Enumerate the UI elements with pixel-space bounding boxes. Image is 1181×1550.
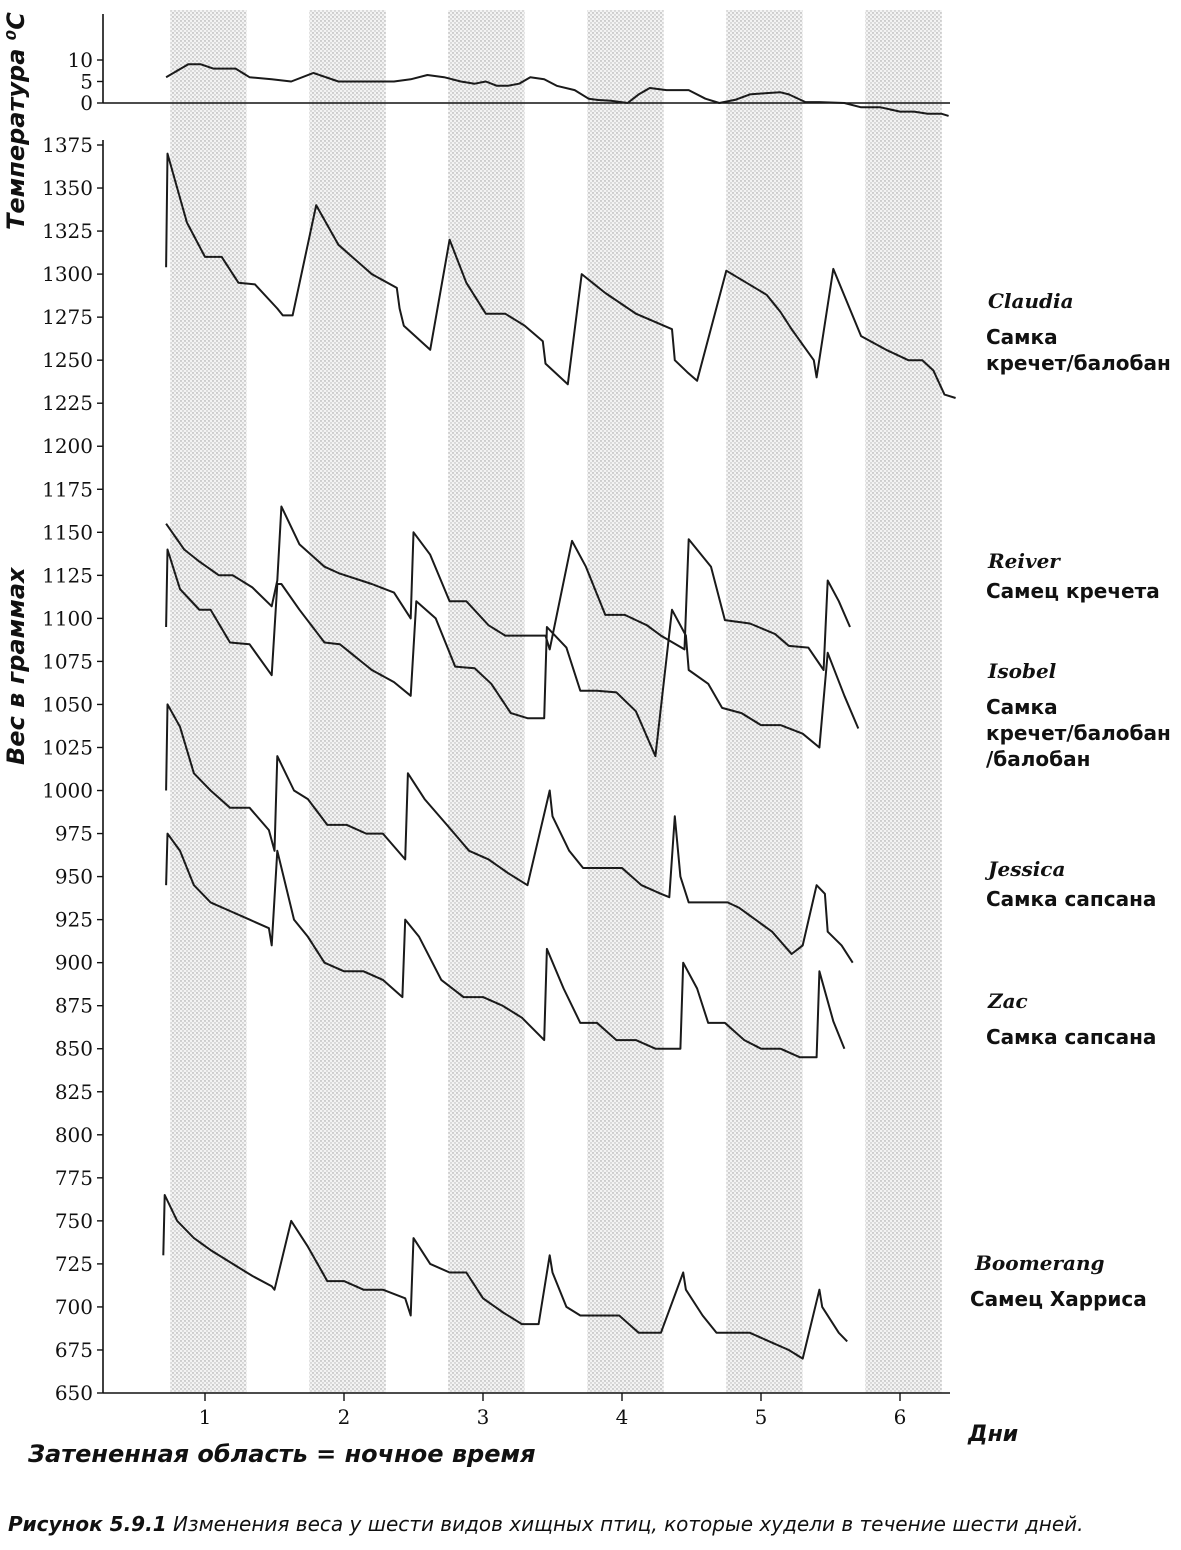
temperature-line xyxy=(166,64,949,116)
weight-tick-label: 1025 xyxy=(42,735,93,760)
bird-name-reiver: Reiver xyxy=(988,549,1060,573)
series-lines xyxy=(163,64,955,1358)
weight-tick-label: 1375 xyxy=(42,133,93,157)
bird-name-claudia: Claudia xyxy=(988,289,1074,313)
weight-tick-label: 1200 xyxy=(42,434,93,459)
day-tick-label: 3 xyxy=(476,1405,490,1429)
weight-tick-label: 1325 xyxy=(42,219,93,244)
day-tick-label: 5 xyxy=(754,1405,768,1429)
weight-tick-label: 875 xyxy=(54,993,93,1018)
weight-tick-label: 900 xyxy=(54,950,93,975)
day-tick-label: 4 xyxy=(615,1405,629,1429)
weight-tick-label: 1075 xyxy=(42,649,93,674)
day-tick-label: 2 xyxy=(337,1405,351,1429)
weight-tick-label: 1050 xyxy=(42,692,93,717)
caption-text: Изменения веса у шести видов хищных птиц, которые худели в течение шести дней. xyxy=(172,1512,1084,1536)
bird-desc-claudia: Самка xyxy=(986,325,1058,349)
figure-caption xyxy=(8,1512,1178,1536)
caption-number: Рисунок 5.9.1 xyxy=(8,1512,167,1536)
weight-tick-label: 950 xyxy=(54,864,93,889)
night-band-3 xyxy=(448,10,524,1393)
bird-desc-claudia: кречет/балобан xyxy=(986,351,1171,375)
bird-labels xyxy=(970,289,1171,1311)
weight-tick-label: 1125 xyxy=(42,563,93,588)
bird-name-boomerang: Boomerang xyxy=(975,1251,1105,1275)
weight-tick-label: 1000 xyxy=(42,778,93,803)
weight-tick-label: 650 xyxy=(54,1381,93,1405)
bird-desc-isobel: кречет/балобан xyxy=(986,721,1171,745)
night-band-6 xyxy=(865,10,941,1393)
night-band-5 xyxy=(726,10,802,1393)
weight-tick-label: 675 xyxy=(54,1337,93,1362)
weight-tick-label: 1175 xyxy=(42,477,93,502)
bird-name-zac: Zac xyxy=(988,989,1028,1013)
bird-desc-isobel: Самка xyxy=(986,695,1058,719)
bird-desc-boomerang: Самец Харриса xyxy=(970,1287,1147,1311)
weight-tick-label: 975 xyxy=(54,821,93,846)
day-tick-label: 6 xyxy=(893,1405,907,1429)
weight-tick-label: 725 xyxy=(54,1251,93,1276)
weight-tick-label: 700 xyxy=(54,1294,93,1319)
bird-desc-reiver: Самец кречета xyxy=(986,579,1160,603)
weight-tick-label: 1350 xyxy=(42,176,93,201)
bird-name-isobel: Isobel xyxy=(988,659,1057,683)
weight-tick-label: 825 xyxy=(54,1079,93,1104)
weight-tick-label: 850 xyxy=(54,1036,93,1061)
bird-desc-isobel: /балобан xyxy=(986,747,1091,771)
weight-tick-label: 800 xyxy=(54,1122,93,1147)
weight-tick-label: 775 xyxy=(54,1165,93,1190)
weight-tick-label: 1150 xyxy=(42,520,93,545)
bird-desc-zac: Самка сапсана xyxy=(986,1025,1157,1049)
day-tick-label: 1 xyxy=(198,1405,212,1429)
temp-tick-label: 0 xyxy=(80,91,93,115)
days-axis-label: Дни xyxy=(968,1422,1019,1447)
weight-tick-label: 1225 xyxy=(42,391,93,416)
temp-tick-label: 10 xyxy=(67,48,93,72)
night-note: Затененная область = ночное время xyxy=(28,1440,536,1468)
temperature-axis-label: Температура ⁰С xyxy=(2,12,30,230)
night-band-1 xyxy=(170,10,246,1393)
bird-name-jessica: Jessica xyxy=(988,857,1066,881)
weight-tick-label: 1300 xyxy=(42,262,93,287)
weight-tick-label: 1100 xyxy=(42,606,93,631)
weight-tick-label: 750 xyxy=(54,1208,93,1233)
weight-tick-label: 1250 xyxy=(42,348,93,373)
weight-line-claudia xyxy=(166,154,956,398)
weight-tick-label: 1275 xyxy=(42,305,93,330)
bird-desc-jessica: Самка сапсана xyxy=(986,887,1157,911)
temp-tick-label: 5 xyxy=(80,69,93,94)
weight-tick-label: 925 xyxy=(54,907,93,932)
weight-axis-label: Вес в граммах xyxy=(2,567,30,765)
night-bands xyxy=(170,10,941,1393)
night-band-2 xyxy=(309,10,385,1393)
